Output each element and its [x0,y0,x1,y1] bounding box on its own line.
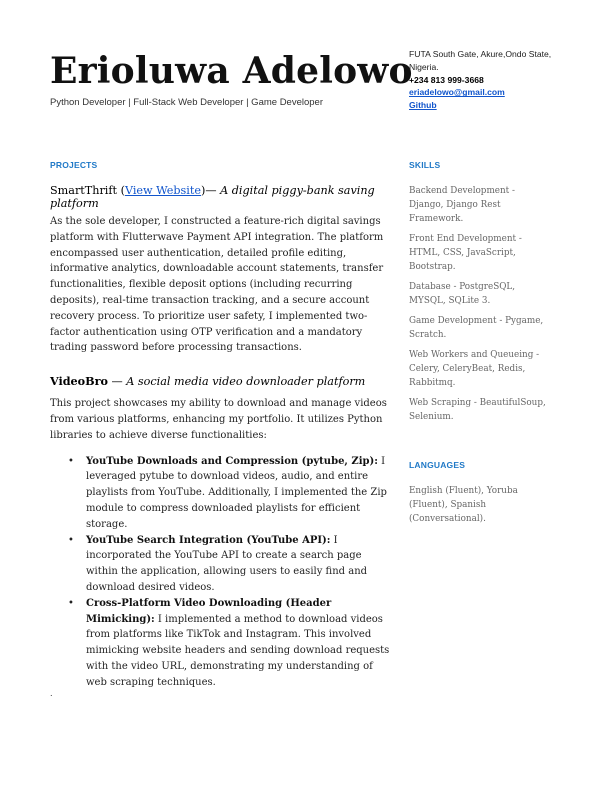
skill-item: Web Workers and Queueing - Celery, CeleryBeat, Redis, Rabbitmq. [409,350,540,388]
project-description: This project showcases my ability to download and manage videos from various platforms, enhancing my portfolio. It utilizes Python libraries to achieve diverse functionalities: [50,398,387,441]
project-name: SmartThrift [50,184,118,197]
skill-item: Database - PostgreSQL, MYSQL, SQLite 3. [409,282,516,306]
github-link[interactable]: Github [409,100,437,111]
project-title [50,375,395,388]
feature-text: I incorporated the YouTube API to create a search page within the application, allowing users to easily find and download desired videos. [86,534,368,593]
skills-list [409,184,549,430]
skill-item: Game Development - Pygame, Scratch. [409,316,544,340]
projects-heading: PROJECTS [50,160,98,170]
paren: ( [117,184,125,197]
email-link[interactable]: eriadelowo@gmail.com [409,87,505,98]
project-name: VideoBro [50,374,108,389]
trailing-dot: . [50,689,53,698]
project-title [50,184,395,210]
project-description: As the sole developer, I constructed a feature-rich digital savings platform with Flutterwave Payment API integration. The platform encompassed user authentication, detailed profile editing, informative analytics, downloadable account statements, transfer functionalities, flexible deposit options (including recurring deposits), real-time transaction tracking, and a secure account recovery process. To prioritize user safety, I implemented two-factor authentication using OTP verification and a mandatory trading password before processing transactions. [50,216,384,354]
project-videobro [50,375,395,690]
list-item [68,533,395,596]
phone-number: +234 813 999-3668 [409,74,484,85]
skill-item: Web Scraping - BeautifulSoup, Selenium. [409,398,546,422]
languages-block [409,484,549,526]
languages-text: English (Fluent), Yoruba (Fluent), Spanish (Conversational). [409,486,518,524]
projects-section [50,184,395,691]
feature-text: I implemented a method to download videos from platforms like TikTok and Instagram. This involved mimicking website headers and sending download requests with the video URL, demonstrating my understanding of web scraping techniques. [86,613,390,688]
dash: )— [200,184,221,197]
project-subtitle: A digital piggy-bank saving platform [50,184,375,210]
feature-title: Cross-Platform Video Downloading (Header Mimicking): [86,597,332,625]
feature-list [50,454,395,691]
view-website-link[interactable]: View Website [124,184,201,197]
feature-title: YouTube Search Integration (YouTube API): [86,534,331,546]
project-smartthrift [50,184,395,356]
dash: — [107,375,127,389]
feature-text: I leveraged pytube to download videos, audio, and entire playlists from YouTube. Additionally, I implemented the Zip module to compress downloaded playlists for efficient storage. [86,455,387,530]
candidate-name: Erioluwa Adelowo [50,50,413,92]
skill-item: Front End Development - HTML, CSS, JavaScript, Bootstrap. [409,234,522,272]
bullet-icon: • [68,534,74,546]
languages-heading: LANGUAGES [409,460,466,470]
address: FUTA South Gate, Akure,Ondo State, Nigeria. [409,49,552,72]
contact-block [409,48,559,112]
project-subtitle: A social media video downloader platform [126,375,366,389]
feature-title: YouTube Downloads and Compression (pytube, Zip): [86,455,378,467]
list-item [68,596,395,691]
bullet-icon: • [68,597,74,609]
skills-heading: SKILLS [409,160,441,170]
bullet-icon: • [68,455,74,467]
list-item [68,454,395,533]
candidate-tagline: Python Developer | Full-Stack Web Developer | Game Developer [50,97,323,108]
skill-item: Backend Development - Django, Django Rest Framework. [409,186,515,224]
